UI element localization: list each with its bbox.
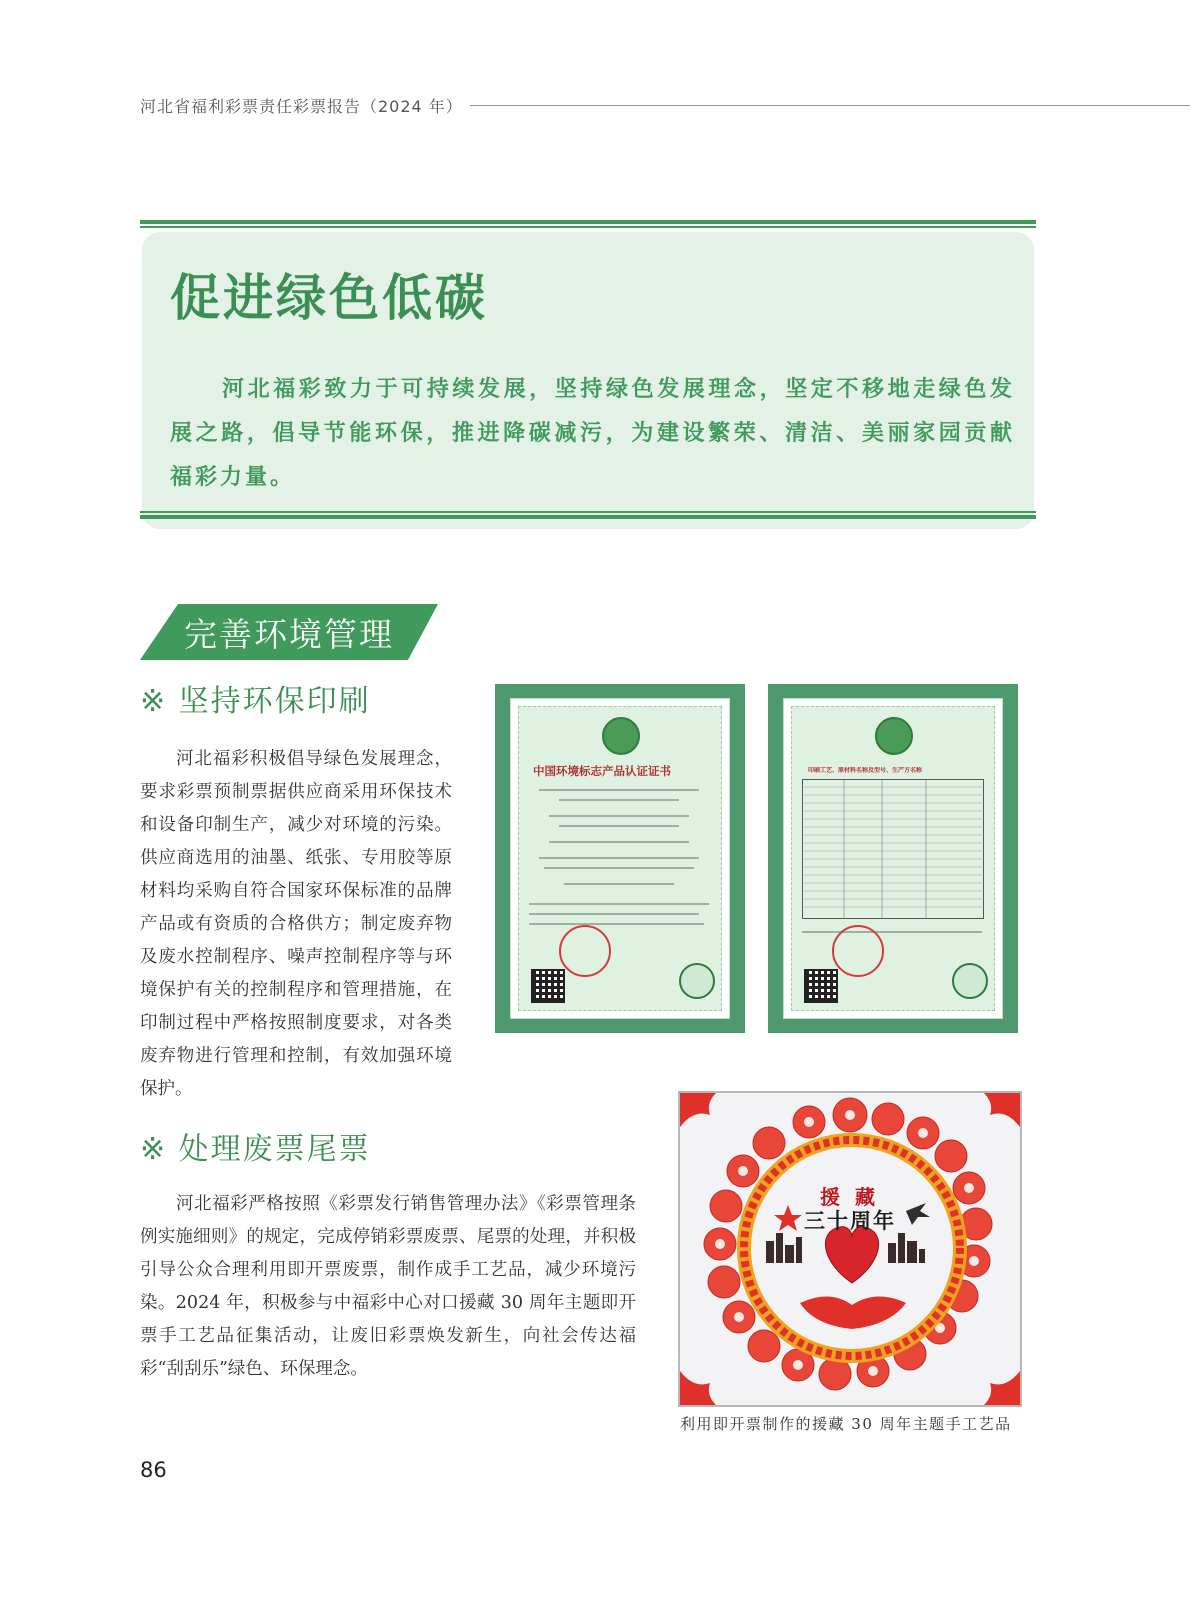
certificate-right-table (802, 779, 984, 919)
subsection-heading-waste-tickets: ※ 处理废票尾票 (140, 1132, 371, 1167)
qr-code-icon (804, 969, 838, 1003)
red-seal-icon (559, 925, 611, 977)
certificate-right (768, 684, 1018, 1033)
intro-top-rule-thin (140, 226, 1036, 228)
cert-line (529, 913, 699, 915)
craft-text-line2: 三十周年 (804, 1209, 896, 1233)
craft-text-line1: 援 藏 (820, 1185, 879, 1209)
cert-line (539, 789, 699, 791)
intro-title: 促进绿色低碳 (170, 269, 488, 327)
environmental-label-emblem-icon (875, 717, 913, 755)
qr-code-icon (531, 969, 565, 1003)
subsection-paragraph-printing: 河北福彩积极倡导绿色发展理念，要求彩票预制票据供应商采用环保技术和设备印制生产，减少对环境的污染。供应商选用的油墨、纸张、专用胶等原材料均采购自符合国家环保标准的品牌产品或有资质的合格供方；制定废弃物及废水控制程序、噪声控制程序等与环境保护有关的控制程序和管理措施，在印制过程中严格按照制度要求，对各类废弃物进行管理和控制，有效加强环境保护。 (140, 749, 452, 1099)
cert-line (529, 903, 709, 905)
cert-line (559, 825, 679, 827)
certificate-right-title: 印刷工艺、原材料名称及型号、生产方名称 (808, 767, 923, 774)
running-header: 河北省福利彩票责任彩票报告（2024 年） (140, 97, 463, 116)
intro-bottom-rule (140, 515, 1036, 519)
craft-photo (678, 1091, 1022, 1407)
certificate-left-border (510, 698, 730, 1019)
intro-top-rule (140, 220, 1036, 224)
intro-paragraph: 河北福彩致力于可持续发展，坚持绿色发展理念，坚定不移地走绿色发展之路，倡导节能环保，推进降碳减污，为建设繁荣、清洁、美丽家园贡献福彩力量。 (170, 377, 1015, 490)
cert-line (802, 931, 982, 933)
cert-line (544, 867, 694, 869)
certificate-right-border (783, 698, 1003, 1019)
certificate-right-inner (791, 706, 995, 1011)
header-rule (470, 105, 1190, 106)
cert-line (529, 923, 704, 925)
environmental-label-emblem-icon (602, 717, 640, 755)
cec-mark-icon (952, 963, 988, 999)
cert-line (559, 799, 679, 801)
certificate-left-inner (518, 706, 722, 1011)
cec-mark-icon (679, 963, 715, 999)
certificate-left-title: 中国环境标志产品认证证书 (533, 764, 671, 778)
section-banner-label: 完善环境管理 (184, 615, 394, 654)
cert-line (539, 857, 699, 859)
photo-caption: 利用即开票制作的援藏 30 周年主题手工艺品 (680, 1415, 1012, 1433)
cert-line (564, 883, 674, 885)
certificate-left (495, 684, 745, 1033)
cert-line (549, 841, 689, 843)
craft-artwork (680, 1093, 1020, 1405)
cert-line (549, 815, 689, 817)
red-seal-icon (832, 925, 884, 977)
subsection-paragraph-waste-tickets: 河北福彩严格按照《彩票发行销售管理办法》《彩票管理条例实施细则》的规定，完成停销彩票废票、尾票的处理，并积极引导公众合理利用即开票废票，制作成手工艺品，减少环境污染。2024 年，积极参与中福彩中心对口援藏 30 周年主题即开票手工艺品征集活动，让废旧彩票焕发新生，向社会传达福彩“刮刮乐”绿色、环保理念。 (140, 1194, 636, 1379)
subsection-heading-printing: ※ 坚持环保印刷 (140, 684, 371, 719)
page-number: 86 (140, 1458, 167, 1482)
intro-bottom-rule-thin (140, 511, 1036, 513)
